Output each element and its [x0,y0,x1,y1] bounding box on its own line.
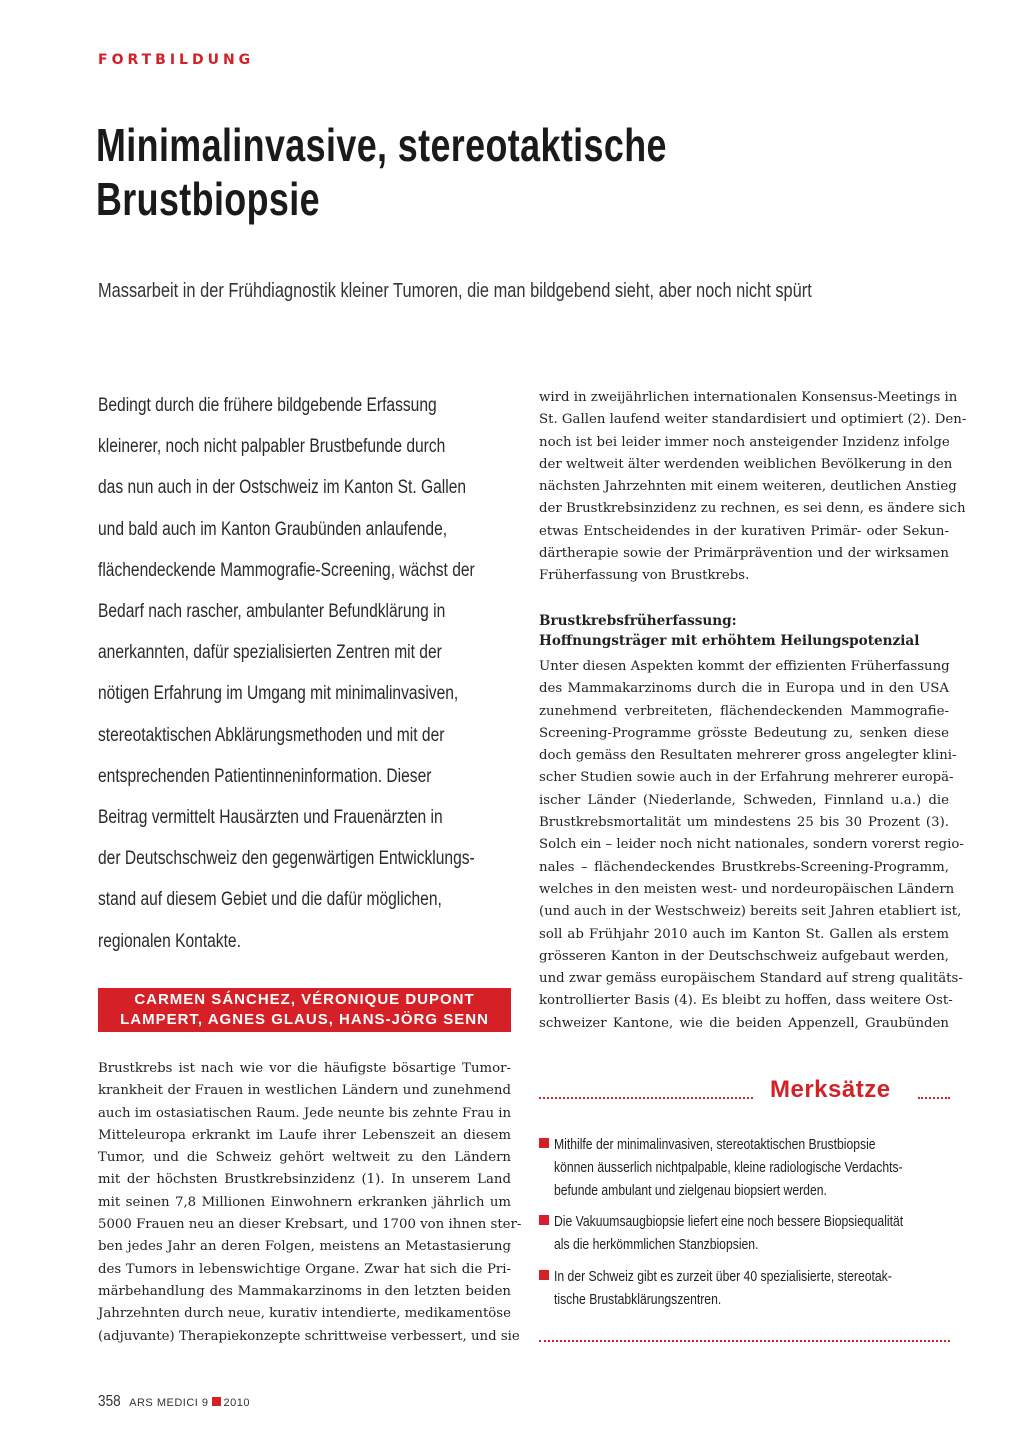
body-line: Früherfassung von Brustkrebs. [539,568,750,584]
body-line: Jahrzehnten durch neue, kurativ intendierte, medikamentöse [98,1306,511,1322]
bullet-line: tische Brustabklärungszentren. [554,1292,722,1308]
section-subheading [539,611,949,651]
body-line: märbehandlung des Mammakarzinoms in den letzten beiden [98,1283,511,1299]
section-label: FORTBILDUNG [98,52,255,68]
bullet-text [554,1266,892,1312]
bullet-line: In der Schweiz gibt es zurzeit über 40 spezialisierte, stereotak- [554,1269,892,1285]
lead-line: Bedingt durch die frühere bildgebende Erfassung [98,395,437,416]
lead-line: kleinerer, noch nicht palpabler Brustbefunde durch [98,436,446,458]
body-line: 5000 Frauen neu an dieser Krebsart, und 1700 von ihnen ster- [98,1217,522,1233]
footer-square-icon [212,1397,221,1406]
body-line: grösseren Kanton in der Deutschschweiz aufgebaut werden, [539,948,949,964]
body-line: zunehmend verbreiteten, flächendeckenden Mammografie- [539,703,949,719]
body-line: nales – flächendeckendes Brustkrebs-Screening-Programm, [539,859,949,875]
author-banner [98,988,511,1032]
body-line: Tumor, und die Schweiz gehört weltweit zu den Ländern [98,1150,511,1166]
body-line: auch im ostasiatischen Raum. Jede neunte bis zehnte Frau in [98,1105,512,1121]
lead-line: flächendeckende Mammografie-Screening, wächst der [98,559,475,581]
body-line: därtherapie sowie der Primärprävention und der wirksamen [539,546,949,562]
body-line: Unter diesen Aspekten kommt der effizienten Früherfassung [539,659,950,674]
body-line: soll ab Frühjahr 2010 auch im Kanton St. Gallen als erstem [539,926,949,942]
body-line: kontrollierter Basis (4). Es bleibt zu hoffen, dass weitere Ost- [539,993,953,1009]
author-line: CARMEN SÁNCHEZ, VÉRONIQUE DUPONT [134,991,475,1008]
body-line: welches in den meisten west- und nordeuropäischen Ländern [539,881,955,897]
journal-year: 2010 [223,1397,250,1409]
body-line: noch ist bei leider immer noch ansteigender Inzidenz infolge [539,434,950,450]
body-line: mit der höchsten Brustkrebsinzidenz (1). In unserem Land [98,1172,511,1188]
bullet-square-icon [539,1215,549,1225]
body-line: und zwar gemäss europäischem Standard auf streng qualitäts- [539,971,963,987]
box-divider [539,1340,950,1342]
body-line: (und auch in der Westschweiz) bereits seit Jahren etabliert ist, [539,904,962,920]
body-line: des Mammakarzinoms durch die in Europa und in den USA [539,681,949,697]
title-line: Brustbiopsie [96,173,320,225]
body-line: Screening-Programme grösste Bedeutung zu, senken diese [539,725,949,741]
body-line: krankheit der Frauen in westlichen Ländern und zunehmend [98,1083,511,1099]
body-text-right-continued [539,656,964,1035]
lead-line: das nun auch in der Ostschweiz im Kanton St. Gallen [98,477,467,499]
subheading-line: Brustkrebsfrüherfassung: [539,613,737,629]
lead-line: nötigen Erfahrung im Umgang mit minimalinvasiven, [98,683,459,705]
box-divider [918,1097,950,1099]
bullet-line: befunde ambulant und zielgenau biopsiert werden. [554,1183,827,1199]
bullet-line: Die Vakuumsaugbiopsie liefert eine noch bessere Biopsiequalität [554,1214,904,1230]
body-line: der Brustkrebsinzidenz zu rechnen, es sei denn, es ändere sich [539,501,966,517]
author-line: LAMPERT, AGNES GLAUS, HANS-JÖRG SENN [120,1011,489,1028]
bullet-line: als die herkömmlichen Stanzbiopsien. [554,1237,759,1253]
body-line: mit seinen 7,8 Millionen Einwohnern erkranken jährlich um [98,1194,511,1210]
subheading-line: Hoffnungsträger mit erhöhtem Heilungspotenzial [539,633,920,649]
body-line: (adjuvante) Therapiekonzepte schrittweise verbessert, und sie [98,1328,520,1344]
body-text-left [98,1058,522,1348]
body-line: Mitteleuropa erkrankt im Laufe ihrer Lebenszeit an diesem [98,1127,511,1143]
bullet-line: können äusserlich nichtpalpable, kleine radiologische Verdachts- [554,1160,903,1176]
lead-line: und bald auch im Kanton Graubünden anlaufende, [98,518,448,540]
body-line: scher Studien sowie auch in der Erfahrung mehrerer europä- [539,770,954,786]
journal-name: ARS MEDICI 9 [129,1397,209,1409]
body-line: Brustkrebsmortalität um mindestens 25 bis 30 Prozent (3). [539,815,949,831]
page-number: 358 [98,1393,121,1410]
lead-line: stand auf diesem Gebiet und die dafür möglichen, [98,889,442,911]
body-line: schweizer Kantone, wie die beiden Appenzell, Graubünden [539,1015,949,1031]
lead-paragraph [98,385,508,962]
body-line: ben jedes Jahr an deren Folgen, meistens an Metastasierung [98,1239,511,1255]
article-title [96,118,767,226]
page-footer [98,1393,250,1411]
body-line: des Tumors in lebenswichtige Organe. Zwar hat sich die Pri- [98,1261,511,1277]
body-line: wird in zweijährlichen internationalen Konsensus-Meetings in [539,390,958,405]
article-subtitle: Massarbeit in der Frühdiagnostik kleiner Tumoren, die man bildgebend sieht, aber noch nicht spürt [98,280,812,302]
box-title: Merksätze [770,1076,891,1103]
body-line: ischer Länder (Niederlande, Schweden, Finnland u.a.) die [539,792,949,808]
body-text-right [539,387,967,588]
body-line: nächsten Jahrzehnten mit einem weiteren, deutlichen Anstieg [539,479,957,495]
bullet-line: Mithilfe der minimalinvasiven, stereotaktischen Brustbiopsie [554,1137,876,1153]
bullet-square-icon [539,1270,549,1280]
body-line: der weltweit älter werdenden weiblichen Bevölkerung in den [539,456,953,472]
body-line: doch gemäss den Resultaten mehrerer gross angelegter klini- [539,748,957,764]
lead-line: Beitrag vermittelt Hausärzten und Frauenärzten in [98,807,443,829]
lead-line: Bedarf nach rascher, ambulanter Befundklärung in [98,601,446,623]
bullet-text [554,1211,903,1257]
lead-line: regionalen Kontakte. [98,930,241,952]
body-line: St. Gallen laufend weiter standardisiert und optimiert (2). Den- [539,412,967,428]
lead-line: entsprechenden Patientinneninformation. Dieser [98,765,432,787]
body-line: Solch ein – leider noch nicht nationales, sondern vorerst regio- [539,837,964,853]
lead-line: stereotaktischen Abklärungsmethoden und mit der [98,724,445,746]
lead-line: anerkannten, dafür spezialisierten Zentren mit der [98,642,442,664]
box-divider [539,1097,753,1099]
title-line: Minimalinvasive, stereotaktische [96,119,667,171]
body-line: Brustkrebs ist nach wie vor die häufigste bösartige Tumor- [98,1061,511,1076]
lead-line: der Deutschschweiz den gegenwärtigen Entwicklungs- [98,848,475,870]
bullet-text [554,1134,903,1203]
body-line: etwas Entscheidendes in der kurativen Primär- oder Sekun- [539,523,949,539]
bullet-square-icon [539,1138,549,1148]
